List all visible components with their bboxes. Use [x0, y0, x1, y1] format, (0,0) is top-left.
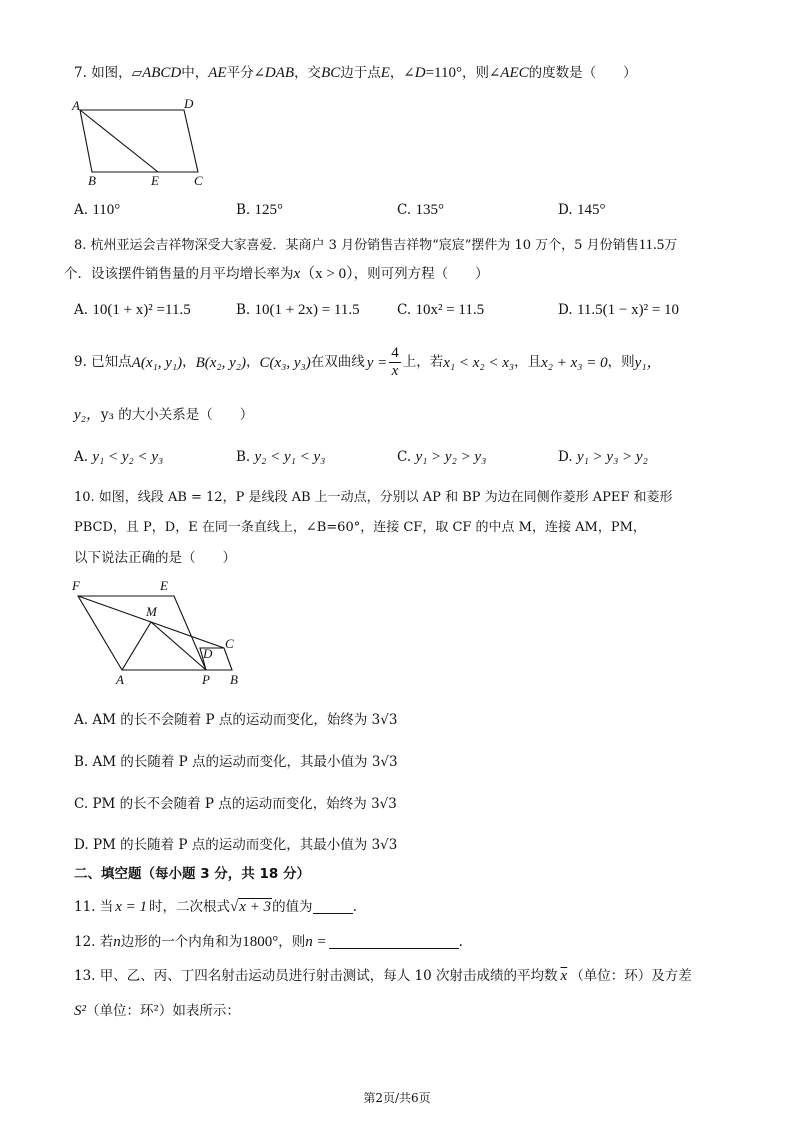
- q7-option-d[interactable]: [558, 202, 605, 219]
- q11-text: 11. 当: [74, 898, 114, 915]
- q8-text: ，则可列方程（ ）: [353, 266, 489, 282]
- option-value: 125°: [254, 202, 284, 218]
- q12-text: 12. 若: [74, 933, 114, 950]
- q13-line2: [74, 1002, 240, 1020]
- option-value: 145°: [576, 202, 606, 218]
- option-label: C.: [397, 449, 412, 465]
- q7-text: ，则∠: [461, 65, 501, 81]
- q7-number: 7.: [74, 65, 87, 81]
- q7-figure: [70, 96, 220, 188]
- q10-label-e: E: [160, 578, 168, 593]
- q8-option-a[interactable]: [74, 302, 191, 319]
- q9-option-d[interactable]: [558, 449, 648, 466]
- section-heading: 二、填空题（每小题 3 分，共 18 分）: [74, 866, 310, 882]
- q7-label-b: B: [88, 173, 96, 188]
- q10-label-a: A: [116, 672, 124, 687]
- q10-option-c[interactable]: [74, 792, 397, 812]
- q10-line2: PBCD，且 P，D，E 在同一条直线上，∠B=60°，连接 CF，取 CF 的中点 M，连接 AM，PM，: [74, 520, 646, 535]
- fraction-denominator: x: [391, 363, 399, 379]
- q7-text: ，∠: [389, 65, 415, 81]
- q9-y-eq: y =: [366, 354, 388, 371]
- q8-value: 11.5: [638, 237, 665, 253]
- q10-label-p: P: [202, 672, 210, 687]
- q7-text: 的度数是（ ）: [528, 65, 637, 81]
- q10-option-d[interactable]: [74, 833, 397, 853]
- q8-x: x: [293, 266, 301, 282]
- q7-d: D: [414, 65, 426, 81]
- q7-text: 中，: [181, 65, 209, 81]
- q9-point-b: B(x₂, y₂): [195, 354, 246, 371]
- option-value: PM 的长不会随着 P 点的运动而变化，始终为 3√3: [92, 796, 397, 812]
- q13-text: （单位：环）及方差: [570, 968, 692, 984]
- q9-line2: [74, 406, 253, 424]
- option-value: 10x² = 11.5: [415, 302, 485, 318]
- q7-line-ae: [80, 110, 158, 172]
- q8-option-d[interactable]: [558, 302, 679, 319]
- q11-answer-blank[interactable]: [313, 901, 353, 914]
- q8-option-c[interactable]: [397, 302, 484, 319]
- option-label: B.: [236, 449, 251, 465]
- q7-text: 边于点: [340, 65, 381, 81]
- q12-n-eq: n =: [305, 934, 327, 950]
- q7-e: E: [380, 65, 390, 81]
- q11-text: 的值为: [272, 898, 313, 915]
- q11-text: .: [352, 898, 357, 915]
- q10-line-pm: [151, 622, 206, 670]
- option-value: y₁ > y₃ > y₂: [576, 449, 648, 465]
- option-value: PM 的长随着 P 点的运动而变化，其最小值为 3√3: [92, 837, 398, 853]
- q8-text: 个．设该摆件销售量的月平均增长率为: [64, 266, 294, 282]
- q12-text: ，则: [278, 933, 306, 950]
- q11-radicand: x + 3: [239, 899, 272, 915]
- q9-sep: ，: [182, 354, 196, 371]
- fraction-numerator: 4: [391, 345, 399, 361]
- q9-option-c[interactable]: [397, 449, 486, 466]
- q9-line1: [74, 346, 662, 379]
- q9-text: 在双曲线: [310, 354, 365, 371]
- q9-text: ，且: [514, 354, 542, 371]
- q10-figure: [66, 576, 256, 688]
- q10-line1: 10. 如图，线段 AB = 12，P 是线段 AB 上一动点，分别以 AP 和 BP 为边在同侧作菱形 APEF 和菱形: [74, 490, 673, 505]
- q7-text: 平分∠: [226, 65, 265, 81]
- option-label: D.: [558, 449, 573, 465]
- q7-option-b[interactable]: [236, 202, 283, 219]
- parallelogram-symbol: ▱: [131, 65, 143, 81]
- option-value: AM 的长随着 P 点的运动而变化，其最小值为 3√3: [92, 754, 398, 770]
- q8-line1: [74, 236, 677, 254]
- option-value: y₂ < y₁ < y₃: [254, 449, 326, 465]
- option-value: 110°: [92, 202, 121, 218]
- option-value: 10(1 + x)² =11.5: [92, 302, 191, 318]
- q9-point-a: A(x₁, y₁): [131, 354, 183, 371]
- q10-option-b[interactable]: [74, 750, 398, 770]
- option-label: B.: [74, 754, 89, 770]
- option-label: D.: [558, 302, 573, 318]
- q8-option-b[interactable]: [236, 302, 360, 319]
- option-label: A.: [74, 202, 89, 218]
- q13-xbar: $\overline{x}$: [560, 968, 568, 984]
- q7-text: ，交: [294, 65, 322, 81]
- page-number: 第2页/共6页: [363, 1091, 431, 1105]
- option-label: D.: [558, 202, 573, 218]
- q10-rhombus-apef: [78, 596, 206, 670]
- q10-label-m: M: [146, 604, 157, 619]
- option-value: 135°: [415, 202, 444, 218]
- option-label: A.: [74, 712, 89, 728]
- option-value: 10(1 + 2x) = 11.5: [254, 302, 360, 318]
- q7-bc: BC: [321, 65, 341, 81]
- q10-line-am: [122, 622, 151, 670]
- q7-option-a[interactable]: [74, 202, 120, 219]
- q10-option-a[interactable]: [74, 708, 397, 728]
- q7-stem: [74, 64, 637, 82]
- q8-line2: [64, 265, 489, 283]
- q10-label-d: D: [203, 646, 213, 661]
- option-value: y₁ > y₂ > y₃: [415, 449, 487, 465]
- option-value: AM 的长不会随着 P 点的运动而变化，始终为 3√3: [92, 712, 398, 728]
- q13-s2: S²: [74, 1003, 86, 1019]
- option-label: D.: [74, 837, 89, 853]
- option-label: A.: [74, 449, 89, 465]
- q7-dab: DAB: [264, 65, 295, 81]
- q9-option-a[interactable]: [74, 449, 163, 466]
- option-label: A.: [74, 302, 89, 318]
- q7-ae: AE: [208, 65, 227, 81]
- q7-abcd: ABCD: [142, 65, 182, 81]
- q11-stem: [74, 898, 357, 916]
- q9-text: 上，若: [402, 354, 444, 371]
- q7-label-e: E: [151, 173, 159, 188]
- q10-line3: 以下说法正确的是（ ）: [74, 550, 236, 566]
- q7-label-c: C: [194, 173, 203, 188]
- q7-label-d: D: [184, 96, 194, 111]
- q13-text: 13. 甲、乙、丙、丁四名射击运动员进行射击测试，每人 10 次射击成绩的平均数: [74, 968, 558, 984]
- q12-text: 边形的一个内角和为: [120, 933, 243, 950]
- q11-text: 时，二次根式: [149, 898, 231, 915]
- q12-stem: [74, 933, 463, 951]
- q7-option-c[interactable]: [397, 202, 444, 219]
- q12-n: n: [113, 934, 121, 950]
- q12-value: 1800°: [242, 934, 279, 950]
- q9-fraction: [389, 346, 401, 379]
- option-value: y₁ < y₂ < y₃: [92, 449, 164, 465]
- q9-text: 9. 已知点: [74, 354, 132, 371]
- q13-text: （单位：环²）如表所示：: [86, 1003, 240, 1019]
- q10-label-b: B: [230, 672, 238, 687]
- q9-point-c: C(x₃, y₃): [259, 354, 311, 371]
- q11-cond: x = 1: [115, 899, 148, 915]
- q7-angle-value: =110°: [425, 65, 462, 81]
- q9-text: ，则: [607, 354, 635, 371]
- q13-line1: [74, 967, 692, 985]
- q11-radical: √x + 3: [230, 899, 272, 915]
- option-label: C.: [397, 302, 412, 318]
- q7-label-a: A: [72, 98, 80, 113]
- q9-y2: y₂，: [74, 407, 101, 423]
- q8-text: 8. 杭州亚运会吉祥物深受大家喜爱．某商户 3 月份销售吉祥物“宸宸”摆件为 10 万个，5 月份销售: [74, 238, 639, 253]
- q7-text: 如图，: [91, 65, 132, 81]
- option-label: B.: [236, 202, 251, 218]
- q12-text: .: [458, 933, 463, 950]
- q8-text: 万: [664, 238, 678, 253]
- q10-label-f: F: [72, 578, 80, 593]
- option-label: B.: [236, 302, 251, 318]
- q9-option-b[interactable]: [236, 449, 325, 466]
- q8-cond: （x > 0）: [300, 266, 354, 282]
- q9-y1: y₁，: [634, 354, 662, 371]
- q9-text: y₃ 的大小关系是（ ）: [100, 407, 254, 423]
- q9-sep: ，: [245, 354, 260, 371]
- option-label: C.: [74, 796, 89, 812]
- q10-label-c: C: [225, 636, 234, 651]
- option-value: 11.5(1 − x)² = 10: [576, 302, 680, 318]
- option-label: C.: [397, 202, 412, 218]
- q12-answer-blank[interactable]: [329, 936, 459, 949]
- q9-sum: x₂ + x₃ = 0: [541, 354, 608, 371]
- q7-parallelogram: [80, 110, 198, 172]
- q7-aec: AEC: [500, 65, 529, 81]
- q9-inequality: x₁ < x₂ < x₃: [443, 354, 515, 371]
